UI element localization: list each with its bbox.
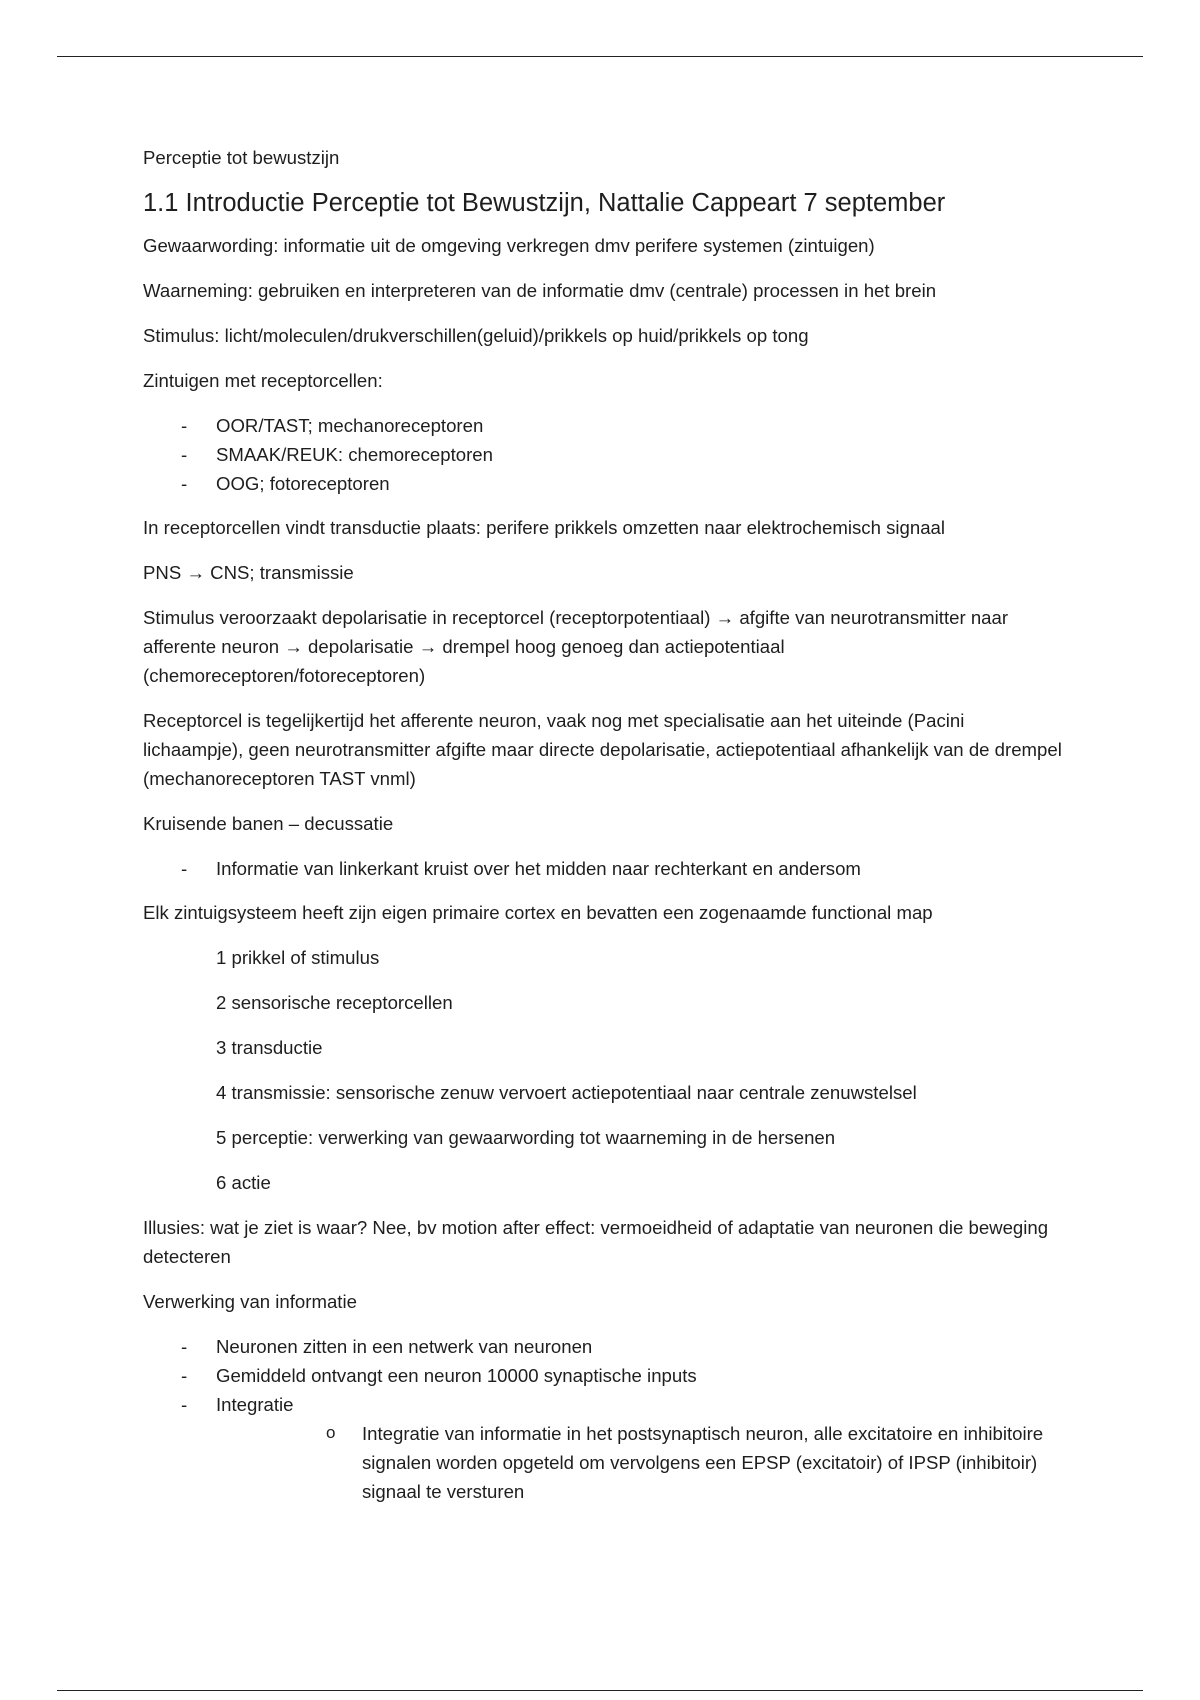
list-item: - Informatie van linkerkant kruist over het midden naar rechterkant en andersom: [143, 854, 1063, 883]
paragraph-zintuigen: Zintuigen met receptorcellen:: [143, 370, 383, 391]
paragraph-gewaarwording: Gewaarwording: informatie uit de omgeving verkregen dmv perifere systemen (zintuigen): [143, 235, 875, 256]
list-item: - OOR/TAST; mechanoreceptoren: [143, 411, 1063, 440]
paragraph-verwerking: Verwerking van informatie: [143, 1291, 357, 1312]
step-item: 5 perceptie: verwerking van gewaarwording tot waarneming in de hersenen: [216, 1127, 836, 1148]
paragraph-depolarisatie: Stimulus veroorzaakt depolarisatie in receptorcel (receptorpotentiaal) → afgifte van neurotransmitter naar afferente neuron → depolarisatie → drempel hoog genoeg dan actiepotentiaal (chemoreceptoren/fotoreceptoren): [143, 607, 1009, 686]
kruisende-list: [143, 854, 1063, 883]
list-item: - Gemiddeld ontvangt een neuron 10000 synaptische inputs: [143, 1361, 1063, 1390]
list-item-label: Integratie: [216, 1394, 294, 1415]
header-rule: [57, 56, 1143, 57]
step-item: 1 prikkel of stimulus: [216, 947, 380, 968]
paragraph-stimulus: Stimulus: licht/moleculen/drukverschillen(geluid)/prikkels op huid/prikkels op tong: [143, 325, 809, 346]
integratie-sublist: [216, 1419, 1063, 1506]
list-item: [143, 1390, 1063, 1506]
running-title: Perceptie tot bewustzijn: [143, 147, 340, 168]
section-heading: 1.1 Introductie Perceptie tot Bewustzijn, Nattalie Cappeart 7 september: [143, 189, 946, 217]
step-item: 2 sensorische receptorcellen: [216, 992, 453, 1013]
list-item: - SMAAK/REUK: chemoreceptoren: [143, 440, 1063, 469]
paragraph-pns: PNS → CNS; transmissie: [143, 562, 354, 583]
list-item: - OOG; fotoreceptoren: [143, 469, 1063, 498]
verwerking-list: [143, 1332, 1063, 1506]
step-item: 6 actie: [216, 1172, 271, 1193]
step-item: 4 transmissie: sensorische zenuw vervoert actiepotentiaal naar centrale zenuwstelsel: [216, 1082, 917, 1103]
paragraph-receptorcel: Receptorcel is tegelijkertijd het afferente neuron, vaak nog met specialisatie aan het uiteinde (Pacini lichaampje), geen neurotransmitter afgifte maar directe depolarisatie, actiepotentiaal afhankelijk van de drempel (mechanoreceptoren TAST vnml): [143, 710, 1062, 789]
step-item: 3 transductie: [216, 1037, 323, 1058]
paragraph-waarneming: Waarneming: gebruiken en interpreteren van de informatie dmv (centrale) processen in het brein: [143, 280, 937, 301]
paragraph-transductie: In receptorcellen vindt transductie plaats: perifere prikkels omzetten naar elektrochemisch signaal: [143, 517, 946, 538]
paragraph-functional-map: Elk zintuigsysteem heeft zijn eigen primaire cortex en bevatten een zogenaamde functional map: [143, 902, 933, 923]
paragraph-kruisende-banen: Kruisende banen – decussatie: [143, 813, 394, 834]
sub-list-item: o Integratie van informatie in het postsynaptisch neuron, alle excitatoire en inhibitoire signalen worden opgeteld om vervolgens een EPSP (excitatoir) of IPSP (inhibitoir) signaal te versturen: [216, 1419, 1063, 1506]
footer-rule: [57, 1690, 1143, 1691]
paragraph-illusies: Illusies: wat je ziet is waar? Nee, bv motion after effect: vermoeidheid of adaptatie van neuronen die beweging detecteren: [143, 1217, 1049, 1267]
list-item: - Neuronen zitten in een netwerk van neuronen: [143, 1332, 1063, 1361]
zintuigen-list: [143, 411, 1063, 498]
document-body: [143, 143, 1063, 1521]
